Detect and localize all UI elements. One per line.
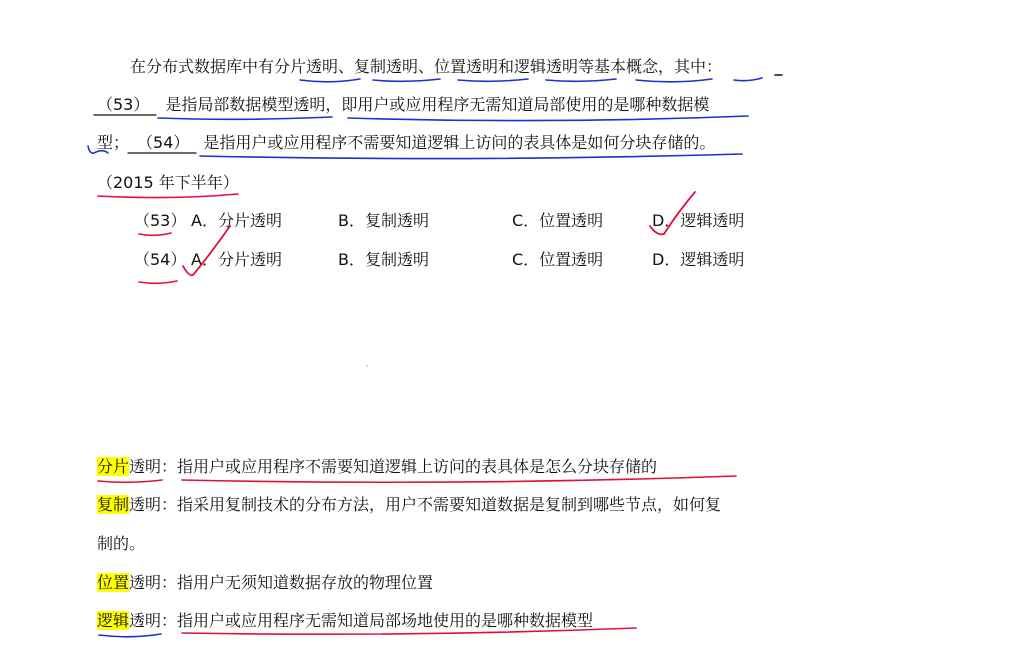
note-text-logical: 透明：指用户或应用程序无需知道局部场地使用的是哪种数据模型 xyxy=(129,611,594,630)
question-line-2 xyxy=(97,94,709,116)
option-53-c: C．位置透明 xyxy=(512,211,604,230)
option-53-b: B．复制透明 xyxy=(338,211,429,230)
red-underline xyxy=(98,194,238,198)
note-term-location: 位置 xyxy=(97,573,130,592)
question-line-1: 在分布式数据库中有分片透明、复制透明、位置透明和逻辑透明等基本概念，其中： xyxy=(130,57,723,76)
red-underline xyxy=(98,480,162,482)
note-text-fragment: 透明：指用户或应用程序不需要知道逻辑上访问的表具体是怎么分块存储的 xyxy=(129,457,658,476)
blue-underline xyxy=(458,79,528,81)
option-row-53-number: （53） xyxy=(134,211,187,230)
option-54-b: B．复制透明 xyxy=(338,250,429,269)
note-replication-cont: 制的。 xyxy=(97,534,146,553)
option-53-d: D．逻辑透明 xyxy=(652,211,745,230)
stray-dot xyxy=(366,365,368,367)
note-term-logical: 逻辑 xyxy=(97,611,130,630)
note-location xyxy=(97,572,433,594)
blue-underline xyxy=(734,78,762,81)
red-underline xyxy=(139,233,171,235)
blank-54: （54） xyxy=(137,133,190,152)
note-text-location: 透明：指用户无须知道数据存放的物理位置 xyxy=(129,573,434,592)
note-replication xyxy=(97,494,721,516)
option-54-a: A．分片透明 xyxy=(191,250,282,269)
blue-underline xyxy=(373,79,440,81)
red-underline xyxy=(139,281,177,283)
blue-underline xyxy=(348,116,748,121)
blue-underline xyxy=(99,634,161,637)
note-term-fragment: 分片 xyxy=(97,457,130,476)
blue-underline xyxy=(300,79,360,82)
blue-underline xyxy=(546,79,616,81)
note-logical xyxy=(97,610,593,632)
question-line-2-text: 是指局部数据模型透明，即用户或应用程序无需知道局部使用的是哪种数据模 xyxy=(165,95,710,114)
blue-underline xyxy=(200,154,742,159)
blank-53: （53） xyxy=(97,95,150,114)
option-54-c: C．位置透明 xyxy=(512,250,604,269)
blue-underline xyxy=(158,117,332,119)
note-fragment xyxy=(97,456,657,478)
blue-underline xyxy=(636,79,712,82)
question-line-3-prefix: 型； xyxy=(97,133,130,152)
option-54-d: D．逻辑透明 xyxy=(652,250,745,269)
question-line-3 xyxy=(97,132,715,154)
option-row-54-number: （54） xyxy=(134,250,187,269)
question-line-3-text: 是指用户或应用程序不需要知道逻辑上访问的表具体是如何分块存储的。 xyxy=(203,133,716,152)
question-source: （2015 年下半年） xyxy=(97,173,239,192)
note-text-replication: 透明：指采用复制技术的分布方法，用户不需要知道数据是复制到哪些节点，如何复 xyxy=(129,495,722,514)
option-53-a: A．分片透明 xyxy=(191,211,282,230)
note-term-replication: 复制 xyxy=(97,495,130,514)
